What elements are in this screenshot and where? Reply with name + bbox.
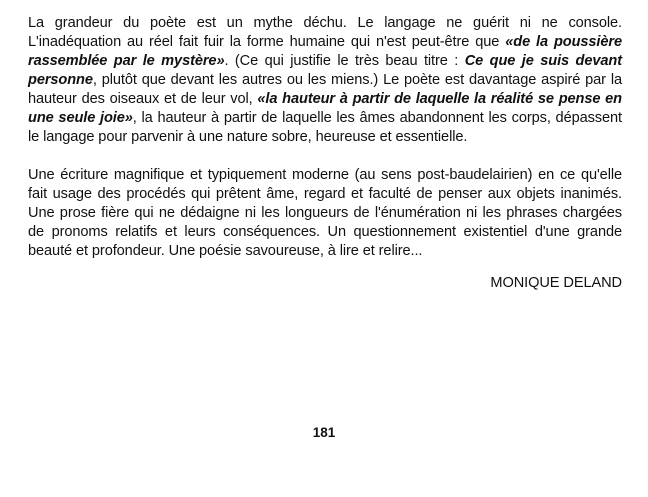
paragraph-1-sentence-3: , plutôt que devant les autres ou les miens.) Le poète est davantage aspiré par la hauteur des oiseaux et de leur vol,: [28, 72, 622, 107]
author-signature: MONIQUE DELAND: [490, 275, 622, 291]
paragraph-1-sentence-1: La grandeur du poète est un mythe déchu. Le langage ne guérit ni ne console. L'inadéquation au réel fait fuir la forme humaine qui n'est peut-être que: [28, 15, 622, 50]
book-title: Ce que je suis devant personne: [28, 53, 622, 88]
paragraph-2: Une écriture magnifique et typiquement moderne (au sens post-baudelairien) en ce qu'elle fait usage des procédés qui prêtent âme, regard et faculté de penser aux objets inanimés. Une prose fière qui ne dédaigne ni les longueurs de l'énumération ni les phrases chargées de pronoms relatifs et leurs conséquences. Un questionnement existentiel d'une grande beauté et profondeur. Une poésie savoureuse, à lire et relire...: [28, 167, 622, 259]
paragraph-1-sentence-4: , la hauteur à partir de laquelle les âmes abandonnent les corps, dépassent le langage pour parvenir à une nature sobre, heureuse et essentielle.: [28, 110, 622, 145]
paragraph-1: [28, 14, 622, 147]
page-number: 181: [312, 425, 336, 440]
review-text: [28, 14, 622, 293]
paragraph-1-sentence-2: . (Ce qui justifie le très beau titre :: [224, 53, 465, 69]
quote-hauteur: «la hauteur à partir de laquelle la réalité se pense en une seule joie»: [28, 91, 622, 126]
quote-poussiere: «de la poussière rassemblée par le mystère»: [28, 34, 622, 69]
